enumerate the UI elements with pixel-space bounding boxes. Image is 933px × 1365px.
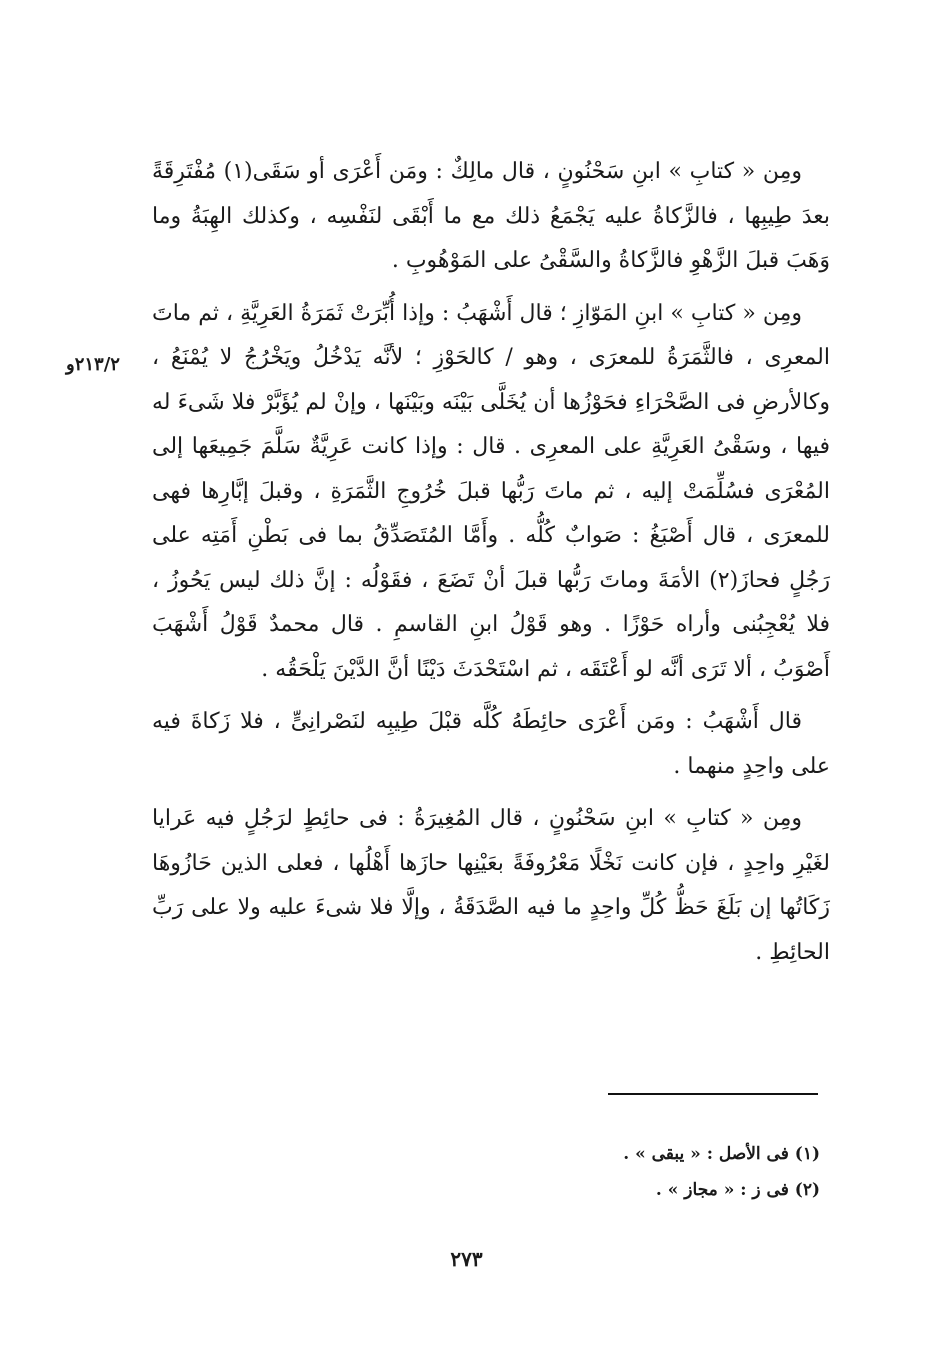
footnotes	[520, 1136, 820, 1208]
page-number: ٢٧٣	[450, 1247, 483, 1271]
paragraph-3: قال أَشْهَبُ : ومَن أَعْرَى حائِطَهُ كُلَّه قبْلَ طِيبِه لنَصْرانِىٍّ ، فلا زَكاةَ فيه على واحِدٍ منهما .	[152, 709, 830, 779]
manuscript-folio-note: ٢١٣/٢و	[66, 354, 120, 375]
paragraph-1: ومِن « كتابِ » ابنِ سَحْنُونٍ ، قال مالِكٌ : ومَن أَعْرَى أو سَقَى(١) مُفْتَرِقَةً بعدَ طِيبِها ، فالزَّكاةُ عليه يَجْمَعُ ذلك مع ما أَبْقَى لنَفْسِه ، وكذلك الهِبَةُ وما وَهَبَ قبلَ الزَّهْوِ فالزَّكاةُ والسَّقْىُ على المَوْهُوبِ .	[152, 159, 830, 273]
footnote-2: (٢) فى ز : « مجاز » .	[655, 1180, 820, 1200]
footnote-1: (١) فى الأصل : « يبقى » .	[623, 1144, 820, 1164]
footnote-divider	[608, 1093, 818, 1095]
paragraph-4: ومِن « كتابِ » ابنِ سَحْنُونٍ ، قال المُغِيرَةُ : فى حائِطٍ لرَجُلٍ فيه عَرايا لغَيْرِ واحِدٍ ، فإن كانت نَخْلًا مَعْرُوفَةً بعَيْنِها حازَها أَهْلُها ، فعلى الذين حَازُوهَا زَكَاتُها إن بَلَغَ حَظُّ كُلِّ واحِدٍ ما فيه الصَّدَقَةُ ، وإلَّا فلا شىءَ عليه ولا على رَبِّ الحائِطِ .	[152, 806, 830, 965]
paragraph-2: ومِن « كتابِ » ابنِ المَوّازِ ؛ قال أَشْهَبُ : وإذا أُبِّرَتْ ثَمَرَةُ العَرِيَّةِ ، ثم ماتَ المعرِى ، فالثَّمَرَةُ للمعرَى ، وهو / كالحَوْزِ ؛ لأنَّه يَدْخُلُ ويَخْرُجُ لا يُمْنَعُ ، وكالأرضِ فى الصَّحْرَاءِ فحَوْزُها أن يُخَلَّى بَيْنَه وبَيْنَها ، وإنْ لم يُؤَبَّرْ فلا شَىءَ له فيها ، وسَقْىُ العَرِيَّةِ على المعرِى . قال : وإذا كانت عَرِيَّةٌ سَلَّمَ جَمِيعَها إلى المُعْرَى فسُلِّمَتْ إليه ، ثم ماتَ رَبُّها قبلَ خُرُوجِ الثَّمَرَةِ ، وقبلَ إبَّارِها فهى للمعرَى ، قال أَصْبَغُ : صَوابٌ كُلُّه . وأَمَّا المُتَصَدِّقُ بما فى بَطْنِ أَمَتِه على رَجُلٍ فحازَ(٢) الأمَةَ وماتَ رَبُّها قبلَ أنْ تَضَعَ ، فقَوْلُه : إنَّ ذلك ليس يَحُوزُ ، فلا يُعْجِبُنى وأراه حَوْزًا . وهو قَوْلُ ابنِ القاسمِ . قال محمدٌ قَوْلُ أَشْهَبَ أَصْوَبُ ، ألا تَرَى أنَّه لو أَعْتَقَه ، ثم اسْتَحْدَثَ دَيْنًا أنَّ الدَّيْنَ يَلْحَقُه .	[152, 300, 831, 682]
main-text	[152, 150, 830, 983]
